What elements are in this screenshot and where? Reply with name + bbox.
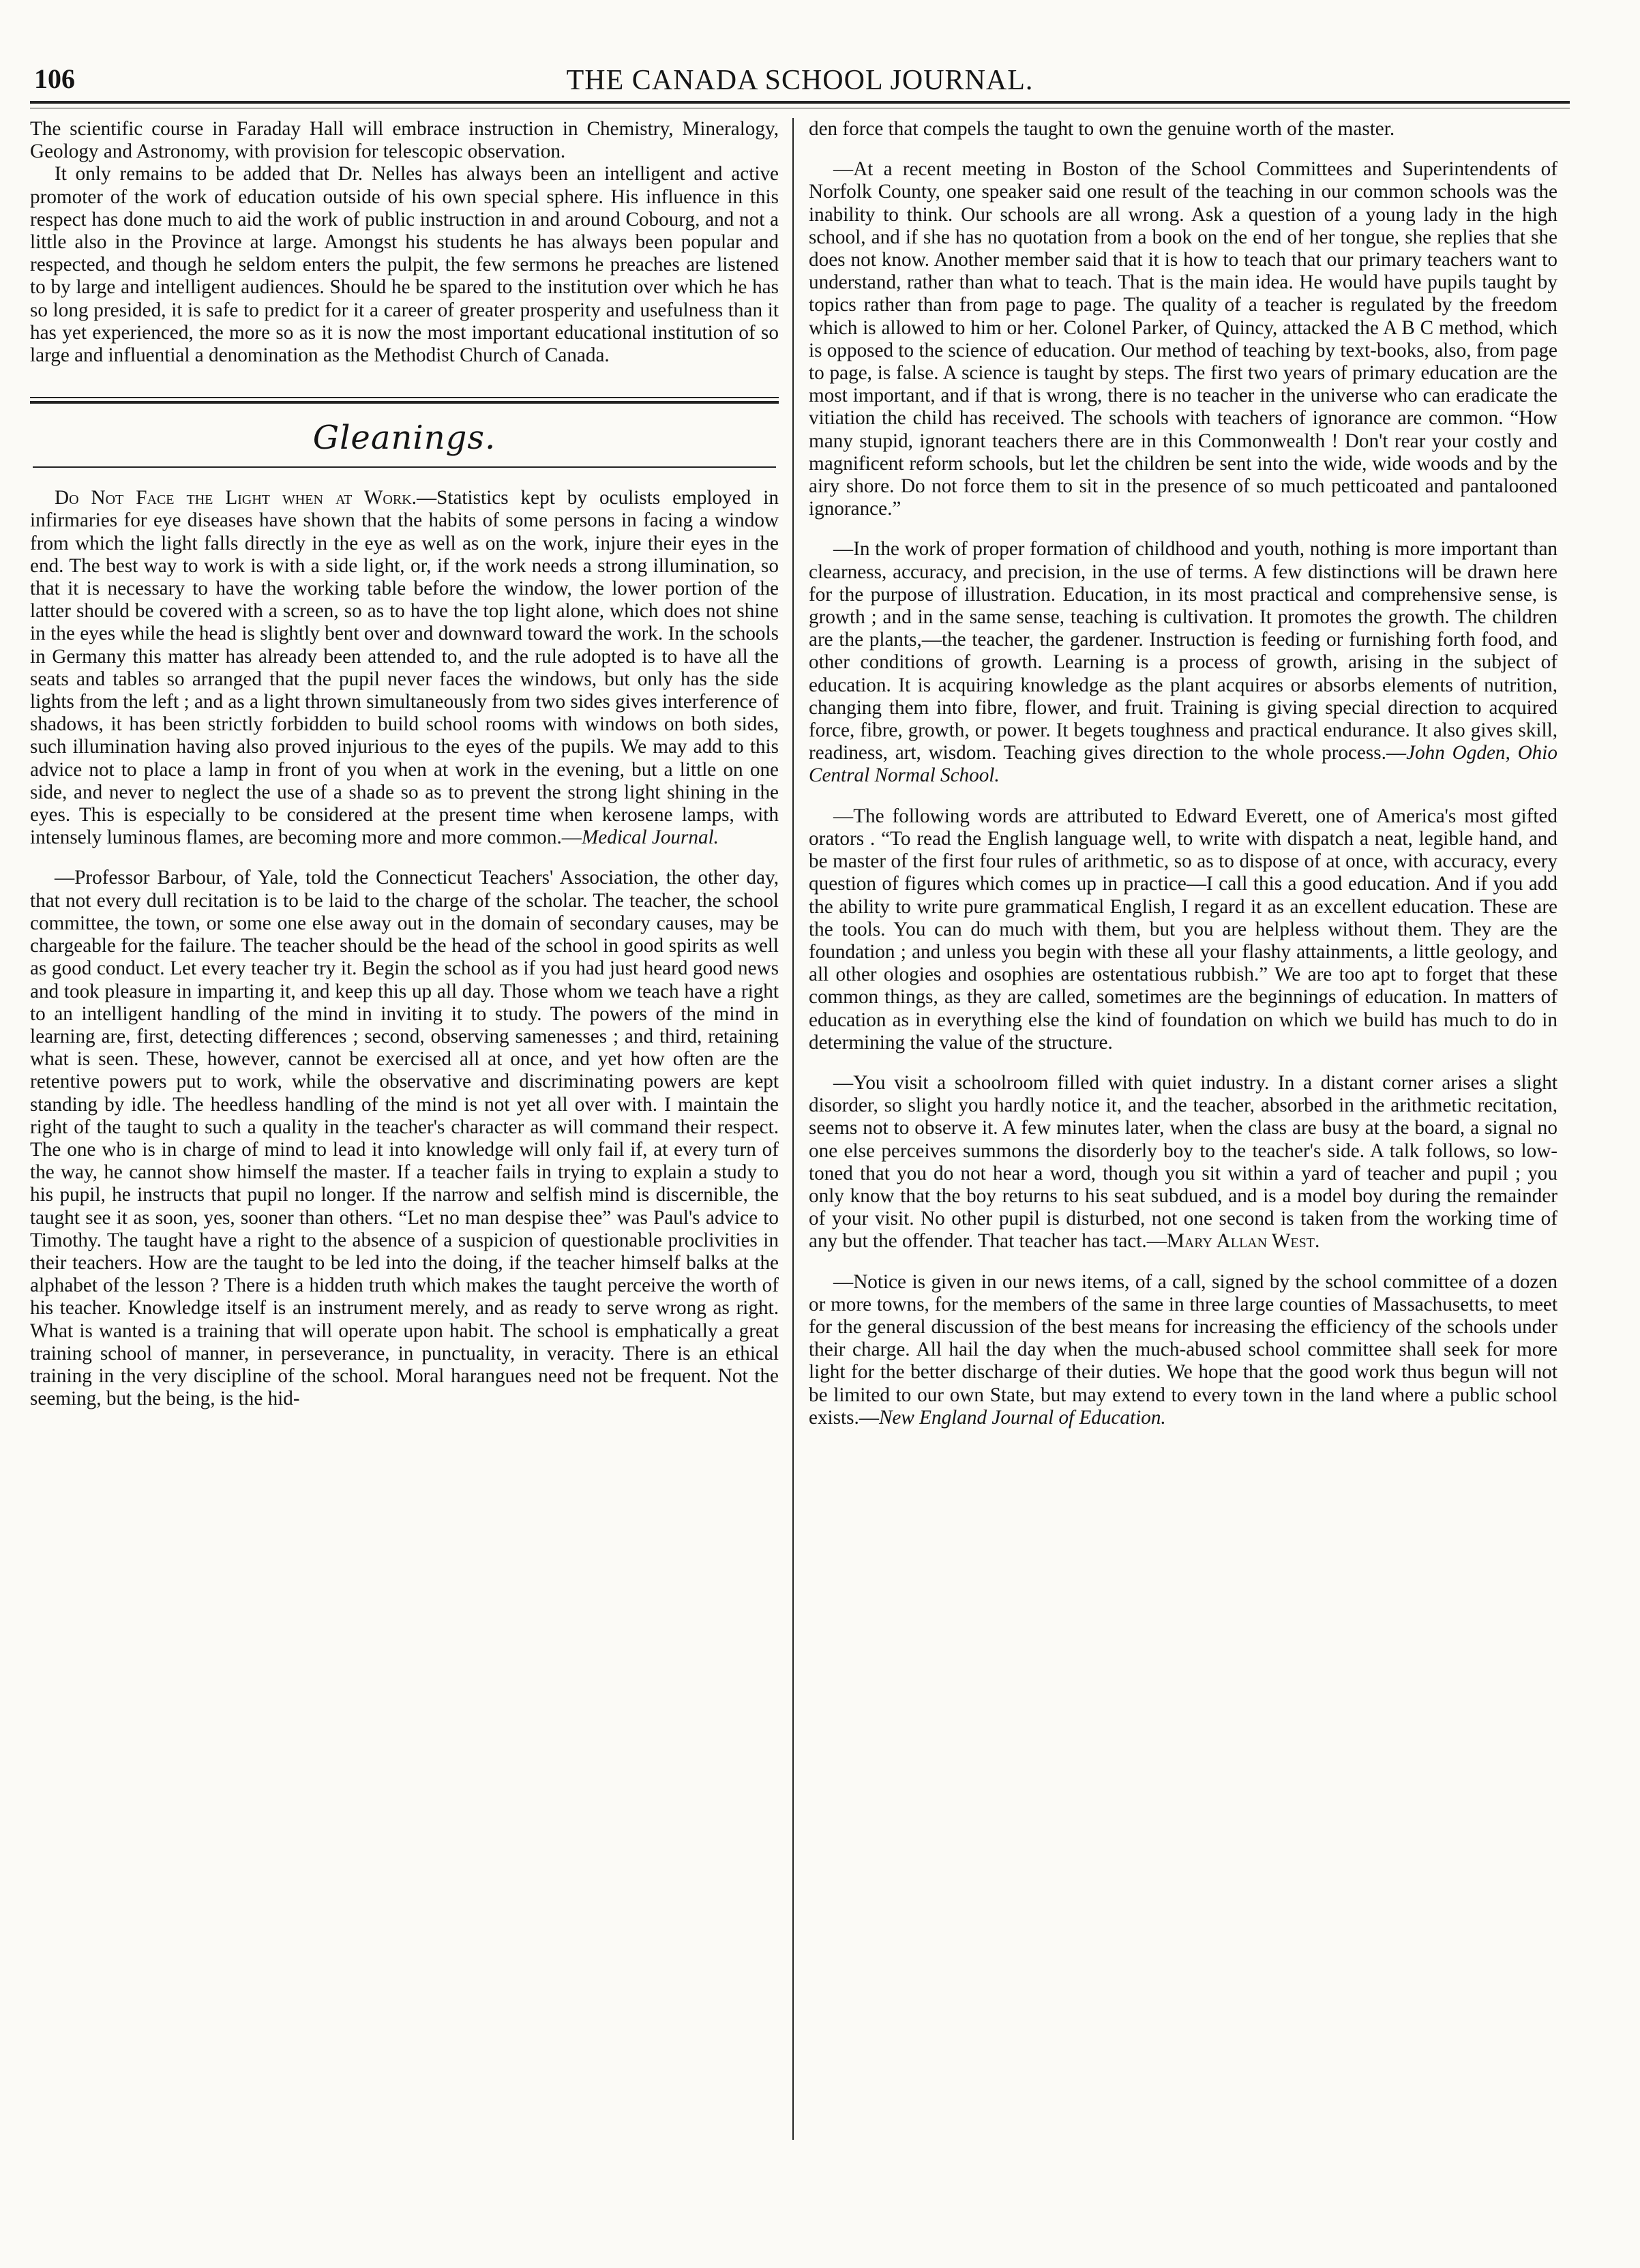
right-column [794, 118, 1557, 2218]
intro-paragraph-2: It only remains to be added that Dr. Nelles has always been an intelligent and active promoter of the work of education outside of his own special sphere. His influence in this respect has done much to aid the work of public instruction in and around Cobourg, and not a little also in the Province at large. Amongst his students he has always been popular and respected, and though he seldom enters the pulpit, the few sermons he preaches are listened to by large and intelligent audiences. Should he be spared to the institution over which he has so long presided, it is safe to predict for it a career of greater prosperity and usefulness than it has yet experienced, the more so as it is now the most important educational institution of so large and influential a denomination as the Methodist Church of Canada. [30, 163, 779, 367]
gleaning-light-at-work [30, 487, 779, 849]
two-column-body [30, 118, 1570, 2218]
section-rule-top [30, 397, 779, 398]
page-number: 106 [34, 63, 75, 94]
continued-paragraph: den force that compels the taught to own the genuine worth of the master. [809, 118, 1395, 140]
intro-paragraph-1: The scientific course in Faraday Hall will embrace instruction in Chemistry, Mineralogy, Geology and Astronomy, with provision for telescopic observation. [30, 118, 779, 163]
journal-page [30, 48, 1570, 2230]
gleaning-body: —Notice is given in our news items, of a call, signed by the school committee of a dozen or more towns, for the members of the same in three large counties of Massachusetts, to meet for the general discussion of the best means for increasing the efficiency of the schools under their charge. All hail the day when the much-abused school committee shall seek for more light for the better discharge of their duties. We hope that the good work thus begun will not be limited to our own State, but may extend to every town in the land where a public school exists.— [809, 1270, 1557, 1429]
gleaning-professor-barbour: —Professor Barbour, of Yale, told the Connecticut Teachers' Association, the other day, that not every dull recitation is to be laid to the charge of the scholar. The teacher, the school committee, the town, or some one else away out in the domain of secondary causes, may be chargeable for the failure. The teacher should be the head of the school in good spirits as well as good conduct. Let every teacher try it. Begin the school as if you had just heard good news and took pleasure in imparting it, and keep this up all day. Those whom we teach have a right to an intelligent handling of the mind in inviting it to study. The powers of the mind in learning are, first, detecting differences ; second, observing samenesses ; and third, retaining what is seen. These, however, cannot be exercised all at once, and yet how often are the retentive powers put to work, while the observative and discriminating powers are kept standing by idle. The heedless handling of the mind is not yet all over with. I maintain the right of the taught to such a quality in the teacher's character as will command their respect. The one who is in charge of mind to lead it into knowledge will only fail if, at every turn of the way, he cannot show himself the master. If a teacher fails in trying to explain a study to his pupil, he instructs that pupil no longer. If the narrow and selfish mind is discernible, the taught see it as soon, yes, sooner than others. “Let no man despise thee” was Paul's advice to Timothy. The taught have a right to the absence of a suspicion of questionable proclivities in their teachers. How are the taught to be led into the doing, if the teacher himself balks at the alphabet of the lesson ? There is a hidden truth which makes the taught perceive the worth of his teacher. Knowledge itself is an instrument merely, and as ready to serve wrong as right. What is wanted is a training that will operate upon habit. The school is emphatically a great training school of manner, in perseverance, in punctuality, in veracity. There is an ethical training in the very discipline of the school. Moral harangues need not be frequent. Not the seeming, but the being, is the hid- [30, 867, 779, 1410]
header-rule [30, 101, 1570, 108]
gleaning-body: —In the work of proper formation of childhood and youth, nothing is more important than clearness, accuracy, and precision, in the use of terms. A few distinctions will be drawn here for the purpose of illustration. Education, in its most practical and comprehensive sense, is growth ; and in the same sense, teaching is cultivation. It promotes the growth. The children are the plants,—the teacher, the gardener. Instruction is feeding or furnishing forth food, and other conditions of growth. Learning is a process of growth, arising in the subject of education. It is acquiring knowledge as the plant acquires or absorbs elements of nutrition, changing them into fibre, flower, and fruit. Training is giving special direction to acquired force, fibre, growth, or power. It begets toughness and practical endurance. It also gives skill, readiness, art, wisdom. Teaching gives direction to the whole process.— [809, 538, 1557, 764]
gleaning-terms-distinctions [809, 538, 1557, 787]
section-rule-thick [30, 401, 779, 404]
gleaning-source: New England Journal of Education. [878, 1406, 1166, 1429]
gleaning-edward-everett: —The following words are attributed to Edward Everett, one of America's most gifted orators . “To read the English language well, to write with dispatch a neat, legible hand, and be master of the first four rules of arithmetic, so as to dispose of at once, with accuracy, every question of figures which comes up in practice—I call this a good education. And if you add the ability to write pure grammatical English, I regard it as an excellent education. These are the tools. You can do much with them, but you are helpless without them. They are the foundation ; and unless you begin with these all your flashy attainments, a little geology, and all other ologies and osophies are ostentatious rubbish.” We are too apt to forget that these common things, as they are called, sometimes are the beginnings of education. In matters of education as in everything else the kind of foundation on which we build has much to do in determining the value of the structure. [809, 805, 1557, 1054]
gleanings-heading-block [30, 397, 779, 468]
gleaning-norfolk-county: —At a recent meeting in Boston of the School Committees and Superintendents of Norfolk County, one speaker said one result of the teaching in our common schools was the inability to think. Our schools are all wrong. Ask a question of a young lady in the high school, and if she has no quotation from a book on the end of her tongue, she replies that she does not know. Another member said that it is how to teach that our primary teachers want to understand, rather than what to teach. That is the main idea. He would have pupils taught by topics rather than from page to page. The quality of a teacher is regulated by the freedom which is allowed to him or her. Colonel Parker, of Quincy, attacked the A B C method, which is opposed to the science of education. Our method of teaching by text-books, also, from page to page, is false. A science is taught by steps. The first two years of primary education are the most important, and if that is wrong, there is no teacher in the universe who can eradicate the vitiation the child has received. The schools with teachers of ignorance are common. “How many stupid, ignorant teachers there are in this Commonwealth ! Don't rear your costly and magnificent reform schools, but let the children be sent into the wide, wide woods and by the airy shore. Do not force them to sit in the presence of so much petticoated and pantalooned ignorance.” [809, 158, 1557, 520]
section-heading: Gleanings. [312, 419, 496, 458]
gleaning-source: Mary Allan West. [1166, 1230, 1320, 1253]
section-heading-underline [33, 466, 776, 468]
left-column [30, 118, 792, 2218]
page-header [30, 48, 1570, 101]
gleaning-body: —You visit a schoolroom filled with quiet industry. In a distant corner arises a slight disorder, so slight you hardly notice it, and the teacher, absorbed in the arithmetic recitation, seems not to observe it. A few minutes later, when the class are busy at the board, a signal no one else perceives summons the disorderly boy to the teacher's side. A talk follows, so low-toned that you do not hear a word, though you sit within a yard of teacher and pupil ; you only know that the boy returns to his seat subdued, and is a model boy during the remainder of your visit. No other pupil is disturbed, not one second is taken from the working time of any but the offender. That teacher has tact.— [809, 1071, 1557, 1253]
gleaning-lead: Do Not Face the Light when at Work. [55, 487, 417, 509]
gleaning-body: —Statistics kept by oculists employed in infirmaries for eye diseases have shown that the habits of some persons in facing a window from which the light falls directly in the eye as well as on the work, injure their eyes in the end. The best way to work is with a side light, or, if the work needs a strong illumination, so that it is necessary to have the working table before the window, the lower portion of the latter should be covered with a screen, so as to have the top light alone, which does not shine in the eyes while the head is slightly bent over and downward toward the work. In the schools in Germany this matter has already been attended to, and the rule adopted is to have all the seats and tables so arranged that the pupil never faces the windows, but only has the side lights from the left ; and as a light thrown simultaneously from two sides gives interference of shadows, it has been strictly forbidden to build school rooms with windows on both sides, such illumination having also proved injurious to the eyes of the pupils. We may add to this advice not to place a lamp in front of you when at work in the evening, but a little on one side, and never to neglect the use of a shade so as to prevent the strong light shining in the eyes. This is especially to be considered at the present time when kerosene lamps, with intensely luminous flames, are becoming more and more common.— [30, 487, 779, 849]
running-title: THE CANADA SCHOOL JOURNAL. [566, 65, 1034, 96]
gleaning-school-committee [809, 1271, 1557, 1429]
gleaning-source: Medical Journal. [581, 826, 719, 849]
gleaning-source: John Ogden, Ohio Central Normal School. [809, 742, 1557, 787]
gleaning-teacher-tact [809, 1072, 1557, 1253]
